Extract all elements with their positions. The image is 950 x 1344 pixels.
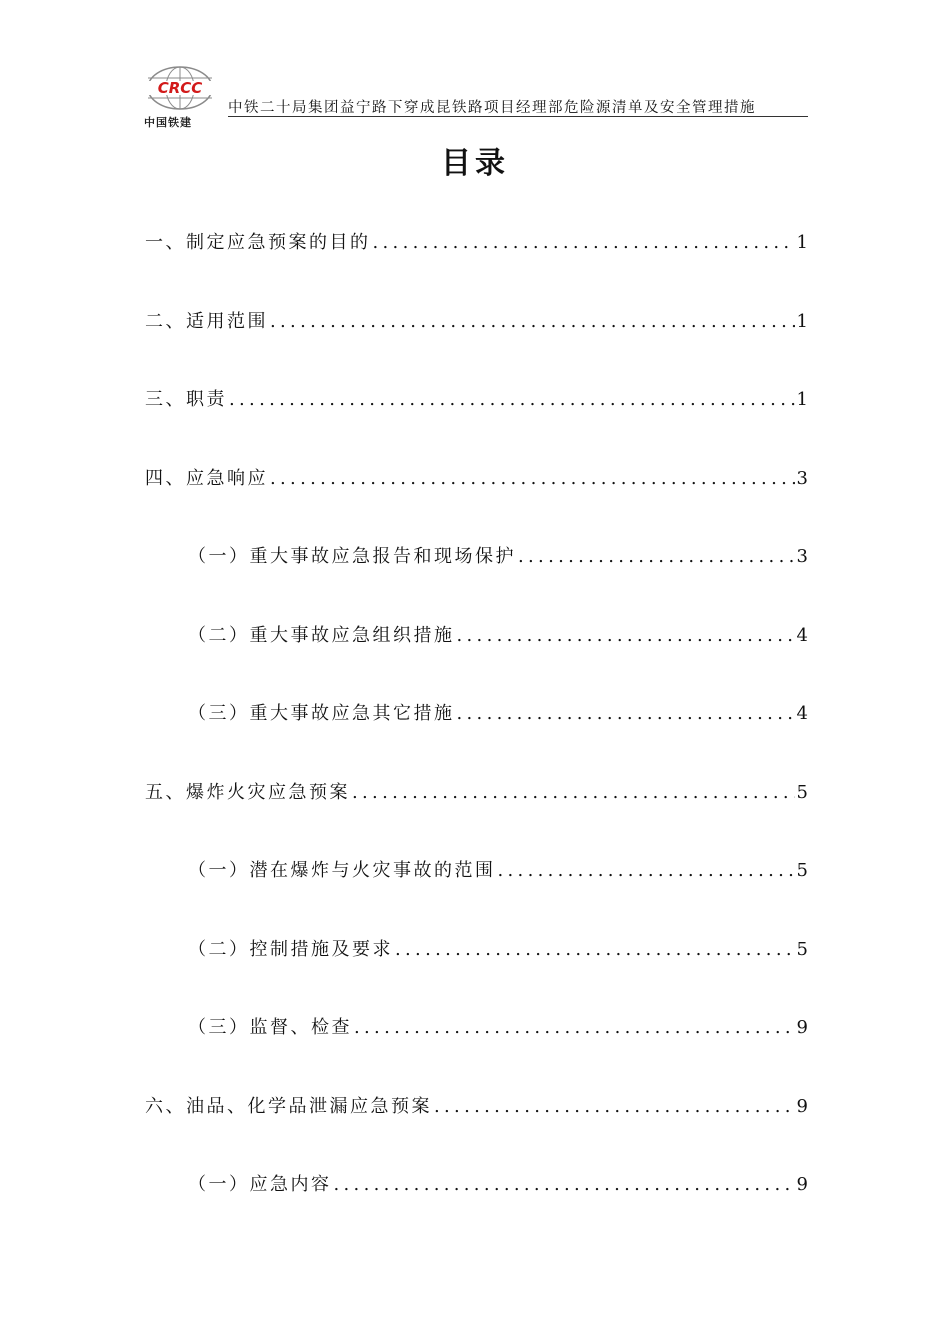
page-title: 目录 (441, 146, 509, 181)
logo-text: CRCC (157, 79, 203, 97)
toc-leader-dots (229, 389, 795, 410)
toc-entry[interactable] (145, 228, 808, 307)
toc-entry[interactable] (145, 385, 808, 464)
toc-leader-dots (457, 703, 795, 724)
toc-page-number: 9 (796, 1017, 808, 1038)
toc-subentry[interactable] (145, 935, 808, 1014)
toc-entry-text: （一）潜在爆炸与火灾事故的范围 (188, 860, 496, 881)
toc-entry-text: 一、制定应急预案的目的 (145, 232, 371, 253)
toc-entry-text: （一）重大事故应急报告和现场保护 (188, 546, 516, 567)
toc-entry-text: （三）重大事故应急其它措施 (188, 703, 455, 724)
toc-subentry[interactable] (145, 621, 808, 700)
toc-page-number: 3 (796, 546, 808, 567)
toc-entry-text: 四、应急响应 (145, 467, 268, 489)
toc-entry[interactable] (145, 307, 808, 386)
toc-leader-dots (270, 311, 795, 332)
toc-page-number: 4 (796, 624, 808, 646)
toc-entry-text: 二、适用范围 (145, 310, 268, 332)
toc-leader-dots (434, 1096, 795, 1117)
globe-icon (140, 66, 220, 114)
toc-leader-dots (518, 546, 795, 567)
toc-page-number: 9 (796, 1095, 808, 1117)
toc-leader-dots (352, 782, 795, 803)
toc-subentry[interactable] (145, 1170, 808, 1249)
toc-leader-dots (457, 625, 795, 646)
toc-entry-text: （二）重大事故应急组织措施 (188, 624, 455, 646)
toc-entry[interactable] (145, 464, 808, 543)
toc-page-number: 4 (796, 703, 808, 724)
toc-leader-dots (373, 232, 795, 253)
toc-entry[interactable] (145, 778, 808, 857)
toc-entry-text: 五、爆炸火灾应急预案 (145, 781, 350, 803)
toc-page-number: 3 (796, 467, 808, 489)
toc-entry-text: （三）监督、检查 (188, 1017, 352, 1038)
toc-subentry[interactable] (145, 542, 808, 621)
crcc-logo (140, 66, 220, 128)
toc-subentry[interactable] (145, 699, 808, 778)
toc-entry-text: 三、职责 (145, 389, 227, 410)
toc-entry-text: 六、油品、化学品泄漏应急预案 (145, 1095, 432, 1117)
toc-subentry[interactable] (145, 1013, 808, 1092)
toc-page-number: 1 (796, 310, 808, 332)
page-header (140, 66, 808, 132)
toc-page-number: 1 (796, 389, 808, 410)
toc-leader-dots (334, 1174, 795, 1195)
header-divider (228, 116, 808, 117)
toc-page-number: 9 (796, 1174, 808, 1195)
toc-page-number: 5 (796, 860, 808, 881)
table-of-contents (145, 228, 808, 1249)
toc-leader-dots (395, 939, 795, 960)
toc-leader-dots (270, 468, 795, 489)
toc-leader-dots (354, 1017, 795, 1038)
toc-page-number: 5 (796, 781, 808, 803)
toc-leader-dots (498, 860, 795, 881)
toc-entry[interactable] (145, 1092, 808, 1171)
toc-entry-text: （二）控制措施及要求 (188, 938, 393, 960)
toc-entry-text: （一）应急内容 (188, 1174, 332, 1195)
toc-page-number: 1 (796, 232, 808, 253)
toc-page-number: 5 (796, 938, 808, 960)
logo-subtext: 中国铁建 (144, 116, 192, 129)
toc-subentry[interactable] (145, 856, 808, 935)
header-title: 中铁二十局集团益宁路下穿成昆铁路项目经理部危险源清单及安全管理措施 (228, 100, 756, 116)
